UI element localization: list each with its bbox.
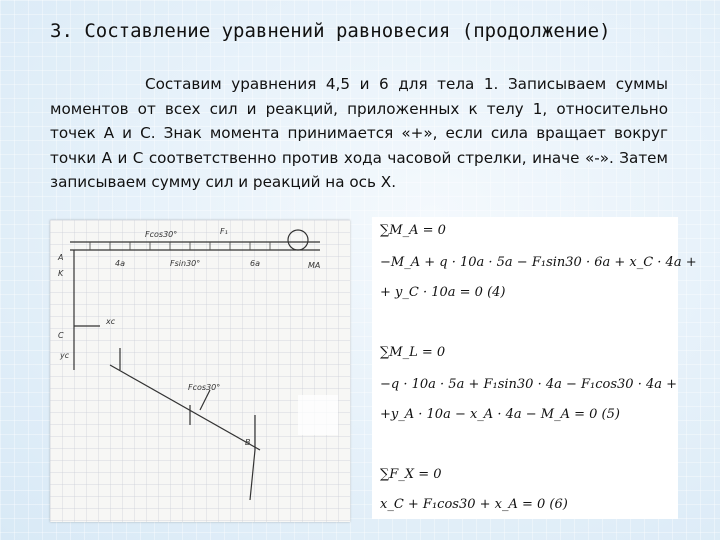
label-B: B [245, 438, 251, 447]
label-MA: MA [308, 261, 321, 270]
label-yc: yc [60, 351, 70, 360]
label-6a: 6a [250, 259, 260, 268]
sketch-svg [50, 220, 350, 522]
body-paragraph: Составим уравнения 4,5 и 6 для тела 1. Записываем суммы моментов от всех сил и реакций, приложенных к телу 1, относительно точек A и C. Знак момента принимается «+», если сила вращает вокруг точки А и С соответственно против хода часовой стрелки, иначе «-». Затем записываем сумму сил и реакций на ось X. [50, 75, 668, 191]
label-fmid: Fcos30° [188, 383, 221, 392]
hand-sketch-figure [50, 220, 350, 522]
label-fsin: Fsin30° [170, 259, 201, 268]
equations-panel [372, 217, 697, 519]
eq5-line1: −q · 10a · 5a + F₁sin30 · 4a − F₁cos30 · 4a + [380, 377, 678, 392]
paper-blot [298, 395, 338, 435]
label-A: A [58, 253, 64, 262]
eq6-sum: ∑F_X = 0 [380, 467, 442, 482]
eq4-line1: −M_A + q · 10a · 5a − F₁sin30 · 6a + x_C · 4a + [380, 255, 697, 270]
eq6-line1: x_C + F₁cos30 + x_A = 0 (6) [380, 497, 568, 512]
slide-title: 3. Составление уравнений равновесия (продолжение) [50, 20, 611, 42]
eq4-sum: ∑M_A = 0 [380, 223, 446, 238]
label-f1: F₁ [220, 227, 228, 236]
label-fcos: Fcos30° [145, 230, 178, 239]
eq5-line2: +y_A · 10a − x_A · 4a − M_A = 0 (5) [380, 407, 620, 422]
eq4-line2: + y_C · 10a = 0 (4) [380, 285, 506, 300]
eq5-sum: ∑M_L = 0 [380, 345, 446, 360]
label-K: K [58, 269, 64, 278]
label-C: C [58, 331, 64, 340]
label-4a: 4a [115, 259, 125, 268]
label-xc: xc [106, 317, 116, 326]
